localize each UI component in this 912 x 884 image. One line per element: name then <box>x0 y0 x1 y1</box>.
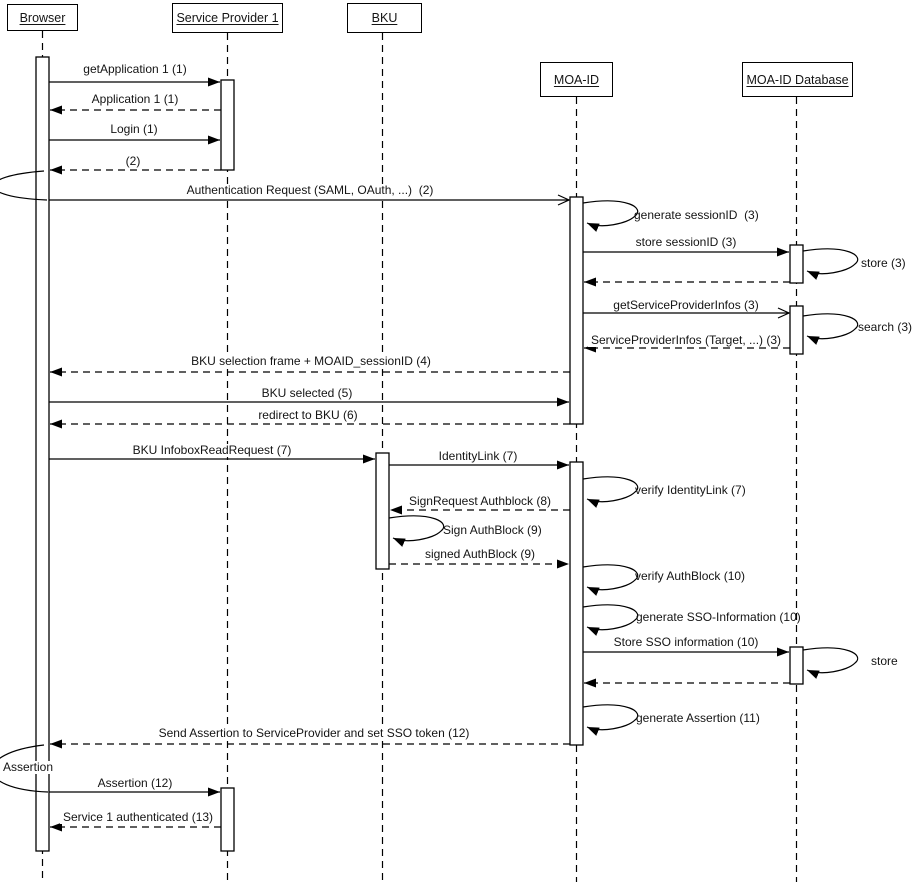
label-assertion-loop: Assertion <box>3 760 54 774</box>
activation-db-2 <box>790 306 803 354</box>
actor-moa-id-label: MOA-ID <box>553 72 600 87</box>
actor-bku-label: BKU <box>371 11 398 25</box>
loop-store-3 <box>803 249 858 274</box>
label-get-sp-infos: getServiceProviderInfos (3) <box>610 299 761 312</box>
label-sign-request: SignRequest Authblock (8) <box>406 495 554 508</box>
label-bku-selected: BKU selected (5) <box>259 387 356 400</box>
loop-sign-authblock <box>389 516 444 541</box>
activation-moa-2 <box>570 462 583 745</box>
label-verify-authblock: verify AuthBlock (10) <box>635 569 746 583</box>
label-generate-assertion: generate Assertion (11) <box>636 711 760 725</box>
label-bku-selection: BKU selection frame + MOAID_sessionID (4) <box>188 355 434 368</box>
label-identity-link: IdentityLink (7) <box>436 450 521 463</box>
label-signed-authblock: signed AuthBlock (9) <box>422 548 538 561</box>
label-application: Application 1 (1) <box>89 93 182 106</box>
label-return-2: (2) <box>123 155 144 168</box>
loop-generate-sso <box>583 605 638 630</box>
label-store-sso: Store SSO information (10) <box>611 636 762 649</box>
actor-browser <box>7 4 78 31</box>
loop-verify-authblock <box>583 565 638 590</box>
actor-moa-db-label: MOA-ID Database <box>746 72 849 87</box>
actor-browser-label: Browser <box>19 10 66 25</box>
label-sp-infos: ServiceProviderInfos (Target, ...) (3) <box>588 334 784 347</box>
loop-verify-identity-link <box>583 477 638 502</box>
activation-db-3 <box>790 647 803 684</box>
actor-moa-id <box>540 62 613 97</box>
label-assertion: Assertion (12) <box>95 777 176 790</box>
label-redirect-bku: redirect to BKU (6) <box>255 409 360 422</box>
label-generate-session-id: generate sessionID (3) <box>634 208 759 222</box>
label-verify-identity-link: verify IdentityLink (7) <box>635 483 746 497</box>
activation-sp-2 <box>221 788 234 851</box>
label-infobox-read: BKU InfoboxReadRequest (7) <box>130 444 295 457</box>
loop-generate-session-id <box>583 201 638 226</box>
actor-service-provider <box>172 3 283 33</box>
activation-bku <box>376 453 389 569</box>
label-sign-authblock: Sign AuthBlock (9) <box>443 523 542 537</box>
activation-moa-1 <box>570 197 583 424</box>
label-store-3: store (3) <box>861 256 906 270</box>
label-search-3: search (3) <box>858 320 912 334</box>
label-auth-request: Authentication Request (SAML, OAuth, ...) (2) <box>184 184 437 197</box>
activation-sp-1 <box>221 80 234 170</box>
actor-service-provider-label: Service Provider 1 <box>176 11 279 25</box>
loop-search-3 <box>803 314 858 339</box>
label-store-sso-db: store <box>871 654 898 668</box>
loop-store-sso-db <box>803 648 858 673</box>
label-get-application: getApplication 1 (1) <box>80 63 189 76</box>
label-generate-sso: generate SSO-Information (10) <box>636 610 801 624</box>
label-login: Login (1) <box>107 123 160 136</box>
activation-browser <box>36 57 49 851</box>
activation-db-1 <box>790 245 803 283</box>
loop-generate-assertion <box>583 705 638 730</box>
actor-moa-db <box>742 62 853 97</box>
actor-bku <box>347 3 422 33</box>
label-send-assertion: Send Assertion to ServiceProvider and set SSO token (12) <box>156 727 473 740</box>
label-service-authenticated: Service 1 authenticated (13) <box>60 811 216 824</box>
label-store-session-id: store sessionID (3) <box>633 236 740 249</box>
